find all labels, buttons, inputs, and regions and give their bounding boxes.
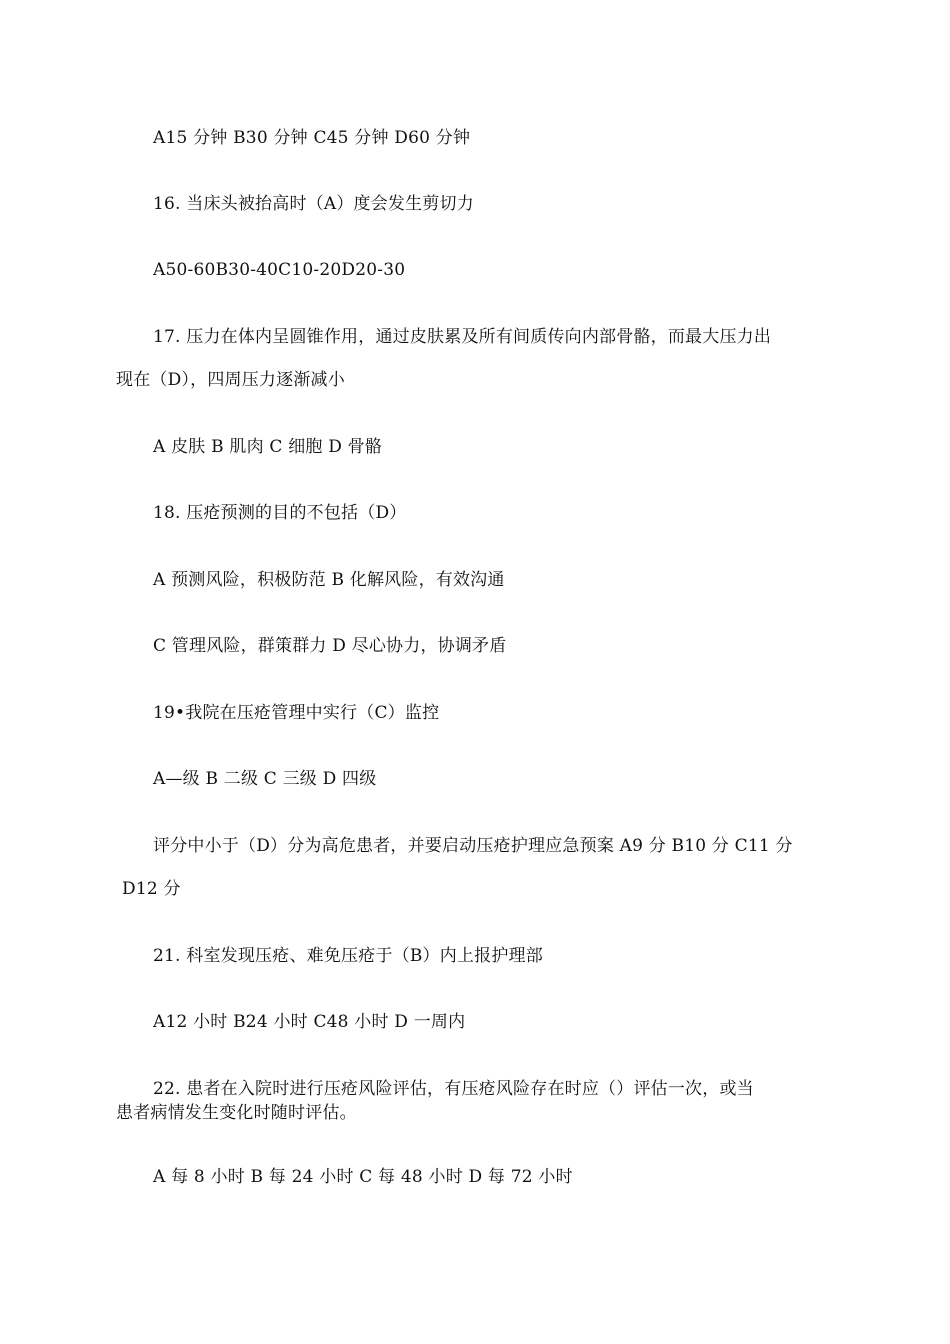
answer-options-q21: A12 小时 B24 小时 C48 小时 D 一周内 xyxy=(153,1012,466,1032)
answer-options-q18-cd: C 管理风险，群策群力 D 尽心协力，协调矛盾 xyxy=(153,636,507,656)
answer-options-q17: A 皮肤 B 肌肉 C 细胞 D 骨骼 xyxy=(153,437,383,457)
question-17-continued: 现在（D），四周压力逐渐减小 xyxy=(116,370,345,390)
answer-options-q16: A50-60B30-40C10-20D20-30 xyxy=(153,260,406,280)
question-18: 18. 压疮预测的目的不包括（D） xyxy=(153,503,407,523)
answer-options-q18-ab: A 预测风险，积极防范 B 化解风险，有效沟通 xyxy=(153,570,505,590)
answer-options-q22: A 每 8 小时 B 每 24 小时 C 每 48 小时 D 每 72 小时 xyxy=(153,1167,573,1187)
question-20-continued: D12 分 xyxy=(122,879,181,899)
question-16: 16. 当床头被抬高时（A）度会发生剪切力 xyxy=(153,194,474,214)
question-22-continued: 患者病情发生变化时随时评估。 xyxy=(116,1103,357,1123)
question-19: 19•我院在压疮管理中实行（C）监控 xyxy=(153,703,440,723)
question-21: 21. 科室发现压疮、难免压疮于（B）内上报护理部 xyxy=(153,946,543,966)
question-20: 评分中小于（D）分为高危患者，并要启动压疮护理应急预案 A9 分 B10 分 C11 分 xyxy=(153,836,793,856)
answer-options-q19: A—级 B 二级 C 三级 D 四级 xyxy=(153,769,377,789)
question-17: 17. 压力在体内呈圆锥作用，通过皮肤累及所有间质传向内部骨骼，而最大压力出 xyxy=(153,327,772,347)
question-22: 22. 患者在入院时进行压疮风险评估，有压疮风险存在时应（）评估一次，或当 xyxy=(153,1079,754,1099)
answer-options-q15: A15 分钟 B30 分钟 C45 分钟 D60 分钟 xyxy=(153,128,471,148)
